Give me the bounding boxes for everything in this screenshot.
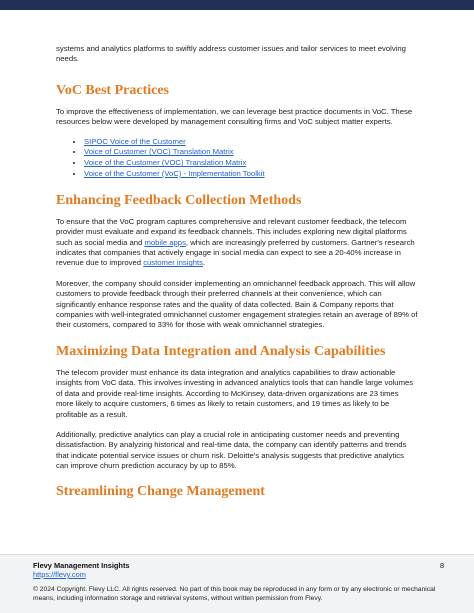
list-item [84, 169, 418, 180]
continued-paragraph: systems and analytics platforms to swiftly address customer issues and tailor services to meet evolving needs. [56, 44, 406, 64]
link-voc-implementation-toolkit[interactable]: Voice of the Customer (VoC) - Implementation Toolkit [84, 169, 265, 179]
page-footer [0, 554, 474, 613]
link-mobile-apps[interactable]: mobile apps [144, 237, 186, 247]
list-item [84, 158, 418, 169]
data-integration-paragraph-2: Additionally, predictive analytics can play a crucial role in anticipating customer needs and preventing dissatisfaction. By analyzing historical and real-time data, the company can identify patterns and trends that indicate potential service issues or churn risk. Deloitte's analysis suggests that predictive analytics can improve churn prediction accuracy by up to 85%. [56, 429, 407, 471]
text-span: , which are increasingly preferred by customers. Gartner's research indicates that companies that actively engage in social media can expect to see a 20-40% increase in revenue due to improved [56, 237, 415, 268]
link-voc-translation-matrix[interactable]: Voice of Customer (VOC) Translation Matrix [84, 147, 234, 157]
text-span: To ensure that the VoC program captures comprehensive and relevant customer feedback, the telecom provider must evaluate and expand its feedback channels. This includes exploring new digital platforms such as social media and [56, 216, 407, 247]
heading-data-integration: Maximizing Data Integration and Analysis Capabilities [56, 343, 386, 359]
link-sipoc-voc[interactable]: SIPOC Voice of the Customer [84, 136, 186, 146]
heading-enhancing-feedback: Enhancing Feedback Collection Methods [56, 192, 302, 208]
data-integration-paragraph-1: The telecom provider must enhance its data integration and analytics capabilities to draw actionable insights from VoC data. This involves investing in advanced analytics tools that can handle large volumes of data and provide real-time insights. According to McKinsey, data-driven organizations are 23 times more likely to acquire customers, 6 times as likely to retain customers, and 19 times as likely to be profitable as a result. [56, 367, 414, 419]
footer-flevy-link[interactable]: https://flevy.com [33, 570, 86, 579]
list-item [84, 137, 418, 148]
page-number: 8 [440, 561, 445, 570]
link-voc-translation-matrix-2[interactable]: Voice of the Customer (VOC) Translation Matrix [84, 158, 247, 168]
best-practices-link-list [56, 137, 418, 180]
enhancing-feedback-paragraph-2: Moreover, the company should consider implementing an omnichannel feedback approach. This will allow customers to provide feedback through their preferred channels at their convenience, which can significantly enhance response rates and the quality of data collected. Bain & Company reports that companies with well-integrated omnichannel customer engagement strategies retain an average of 89% of their customers, compared to 33% for those with weak omnichannel strategies. [56, 278, 418, 330]
page-content [56, 44, 418, 500]
voc-best-practices-paragraph: To improve the effectiveness of implementation, we can leverage best practice documents in VoC. These resources below were developed by management consulting firms and VoC subject matter experts. [56, 106, 413, 127]
text-span: . [203, 258, 206, 268]
link-customer-insights[interactable]: customer insights [143, 258, 204, 268]
enhancing-feedback-paragraph-1 [56, 217, 418, 269]
heading-change-management: Streamlining Change Management [56, 483, 265, 499]
list-item [84, 147, 418, 158]
footer-title: Flevy Management Insights [33, 561, 130, 570]
heading-voc-best-practices: VoC Best Practices [56, 82, 170, 98]
copyright-notice: © 2024 Copyright. Flevy LLC. All rights reserved. No part of this book may be reproduced in any form or by any electronic or mechanical means, including information storage and retrieval systems, without written permission from Flevy. [33, 586, 436, 603]
top-header-bar [0, 0, 474, 10]
